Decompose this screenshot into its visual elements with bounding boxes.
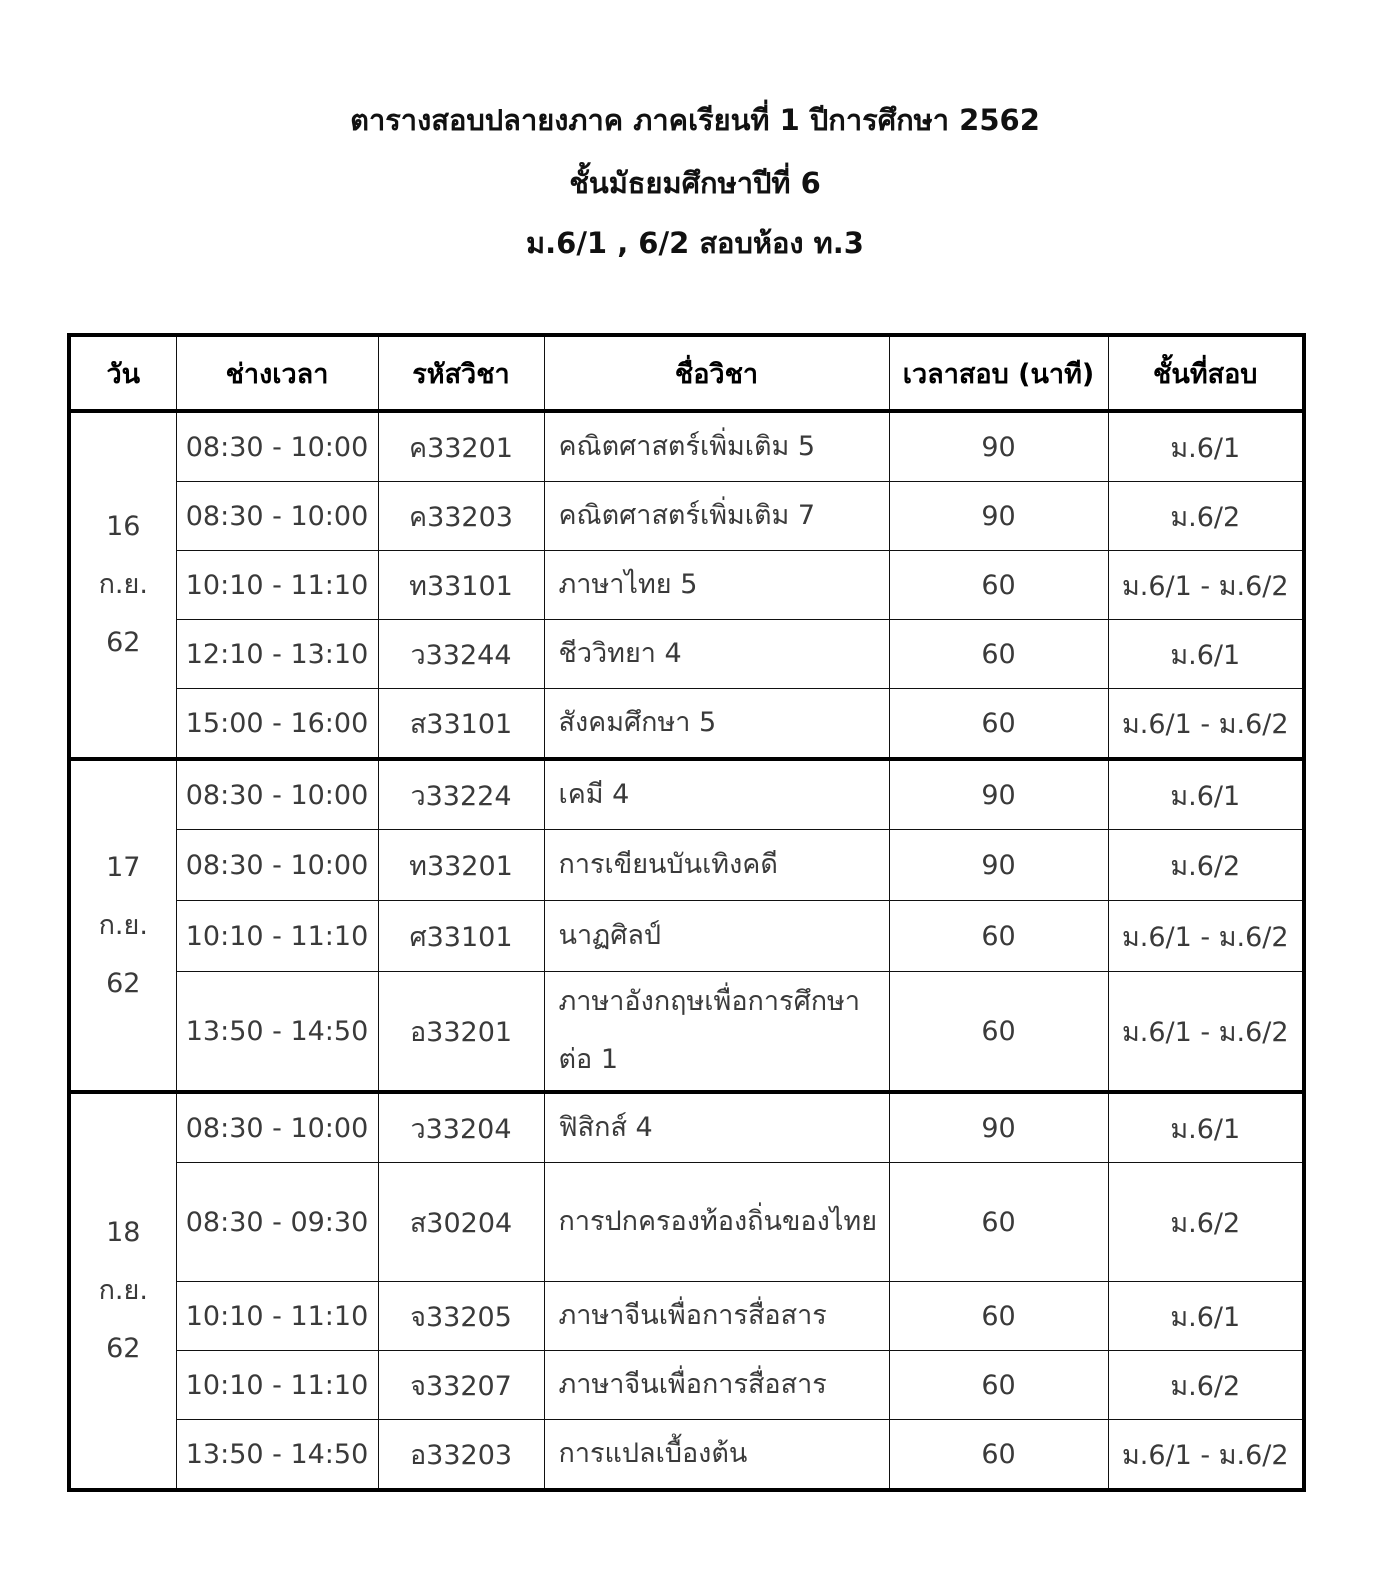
- day-month: ก.ย.: [98, 909, 148, 941]
- code-cell: ศ33101: [378, 901, 544, 972]
- duration-cell: 60: [889, 1420, 1108, 1491]
- class-cell: ม.6/2: [1108, 830, 1304, 901]
- class-cell: ม.6/2: [1108, 1351, 1304, 1420]
- subject-cell: ภาษาจีนเพื่อการสื่อสาร: [544, 1351, 889, 1420]
- table-header-row: [69, 335, 1304, 411]
- subject-cell: ชีววิทยา 4: [544, 620, 889, 689]
- day-cell: [69, 1092, 176, 1490]
- time-cell: 10:10 - 11:10: [176, 901, 378, 972]
- class-cell: ม.6/1 - ม.6/2: [1108, 972, 1304, 1093]
- code-cell: จ33207: [378, 1351, 544, 1420]
- subject-cell: ภาษาอังกฤษเพื่อการศึกษาต่อ 1: [544, 972, 889, 1093]
- table-row: [69, 901, 1304, 972]
- exam-schedule-table: [67, 333, 1306, 1492]
- day-year: 62: [106, 627, 141, 658]
- column-header-day: วัน: [69, 335, 176, 411]
- duration-cell: 60: [889, 1282, 1108, 1351]
- time-cell: 08:30 - 09:30: [176, 1163, 378, 1282]
- duration-cell: 60: [889, 689, 1108, 760]
- class-cell: ม.6/1 - ม.6/2: [1108, 551, 1304, 620]
- column-header-code: รหัสวิชา: [378, 335, 544, 411]
- exam-room-heading: ม.6/1 , 6/2 สอบห้อง ท.3: [526, 226, 864, 260]
- class-cell: ม.6/1 - ม.6/2: [1108, 901, 1304, 972]
- duration-cell: 90: [889, 411, 1108, 482]
- duration-cell: 60: [889, 551, 1108, 620]
- code-cell: ท33101: [378, 551, 544, 620]
- table-row: [69, 1092, 1304, 1163]
- subject-cell: การเขียนบันเทิงคดี: [544, 830, 889, 901]
- time-cell: 13:50 - 14:50: [176, 1420, 378, 1491]
- code-cell: อ33201: [378, 972, 544, 1093]
- time-cell: 08:30 - 10:00: [176, 1092, 378, 1163]
- table-row: [69, 411, 1304, 482]
- table-row: [69, 689, 1304, 760]
- duration-cell: 60: [889, 901, 1108, 972]
- subject-cell: การปกครองท้องถิ่นของไทย: [544, 1163, 889, 1282]
- subject-cell: เคมี 4: [544, 759, 889, 830]
- column-header-subject: ชื่อวิชา: [544, 335, 889, 411]
- table-row: [69, 1282, 1304, 1351]
- class-cell: ม.6/1: [1108, 411, 1304, 482]
- class-cell: ม.6/1 - ม.6/2: [1108, 689, 1304, 760]
- class-cell: ม.6/1: [1108, 759, 1304, 830]
- day-cell: [69, 411, 176, 759]
- class-cell: ม.6/1: [1108, 1092, 1304, 1163]
- day-year: 62: [106, 967, 141, 999]
- day-number: 18: [106, 1217, 141, 1248]
- table-row: [69, 759, 1304, 830]
- time-cell: 08:30 - 10:00: [176, 830, 378, 901]
- table-row: [69, 1351, 1304, 1420]
- time-cell: 10:10 - 11:10: [176, 551, 378, 620]
- table-row: [69, 1163, 1304, 1282]
- column-header-duration: เวลาสอบ (นาที): [889, 335, 1108, 411]
- duration-cell: 60: [889, 972, 1108, 1093]
- table-row: [69, 482, 1304, 551]
- code-cell: ว33204: [378, 1092, 544, 1163]
- code-cell: จ33205: [378, 1282, 544, 1351]
- time-cell: 10:10 - 11:10: [176, 1351, 378, 1420]
- table-row: [69, 972, 1304, 1093]
- code-cell: ว33224: [378, 759, 544, 830]
- duration-cell: 90: [889, 482, 1108, 551]
- subject-cell: ฟิสิกส์ 4: [544, 1092, 889, 1163]
- column-header-class: ชั้นที่สอบ: [1108, 335, 1304, 411]
- day-cell: [69, 759, 176, 1092]
- table-row: [69, 830, 1304, 901]
- subject-cell: คณิตศาสตร์เพิ่มเติม 7: [544, 482, 889, 551]
- table-row: [69, 551, 1304, 620]
- duration-cell: 90: [889, 759, 1108, 830]
- time-cell: 08:30 - 10:00: [176, 759, 378, 830]
- subject-cell: คณิตศาสตร์เพิ่มเติม 5: [544, 411, 889, 482]
- subject-cell: สังคมศึกษา 5: [544, 689, 889, 760]
- day-year: 62: [106, 1333, 141, 1364]
- code-cell: ท33201: [378, 830, 544, 901]
- code-cell: ส33101: [378, 689, 544, 760]
- duration-cell: 60: [889, 620, 1108, 689]
- class-cell: ม.6/1: [1108, 1282, 1304, 1351]
- time-cell: 12:10 - 13:10: [176, 620, 378, 689]
- duration-cell: 60: [889, 1351, 1108, 1420]
- subject-cell: การแปลเบื้องต้น: [544, 1420, 889, 1491]
- code-cell: ค33203: [378, 482, 544, 551]
- code-cell: ค33201: [378, 411, 544, 482]
- table-row: [69, 620, 1304, 689]
- duration-cell: 90: [889, 830, 1108, 901]
- page-title: ตารางสอบปลายงภาค ภาคเรียนที่ 1 ปีการศึกษา 2562: [350, 103, 1040, 137]
- duration-cell: 90: [889, 1092, 1108, 1163]
- day-number: 16: [106, 511, 141, 542]
- time-cell: 08:30 - 10:00: [176, 411, 378, 482]
- subject-cell: นาฏศิลป์: [544, 901, 889, 972]
- class-cell: ม.6/1 - ม.6/2: [1108, 1420, 1304, 1491]
- day-month: ก.ย.: [98, 569, 148, 600]
- time-cell: 15:00 - 16:00: [176, 689, 378, 760]
- class-cell: ม.6/2: [1108, 1163, 1304, 1282]
- time-cell: 13:50 - 14:50: [176, 972, 378, 1093]
- code-cell: ส30204: [378, 1163, 544, 1282]
- day-number: 17: [106, 851, 141, 883]
- subject-cell: ภาษาไทย 5: [544, 551, 889, 620]
- class-level-heading: ชั้นมัธยมศึกษาปีที่ 6: [569, 166, 821, 200]
- column-header-time: ช่างเวลา: [176, 335, 378, 411]
- table-row: [69, 1420, 1304, 1491]
- subject-cell: ภาษาจีนเพื่อการสื่อสาร: [544, 1282, 889, 1351]
- time-cell: 10:10 - 11:10: [176, 1282, 378, 1351]
- code-cell: ว33244: [378, 620, 544, 689]
- class-cell: ม.6/2: [1108, 482, 1304, 551]
- class-cell: ม.6/1: [1108, 620, 1304, 689]
- duration-cell: 60: [889, 1163, 1108, 1282]
- code-cell: อ33203: [378, 1420, 544, 1491]
- day-month: ก.ย.: [98, 1275, 148, 1306]
- time-cell: 08:30 - 10:00: [176, 482, 378, 551]
